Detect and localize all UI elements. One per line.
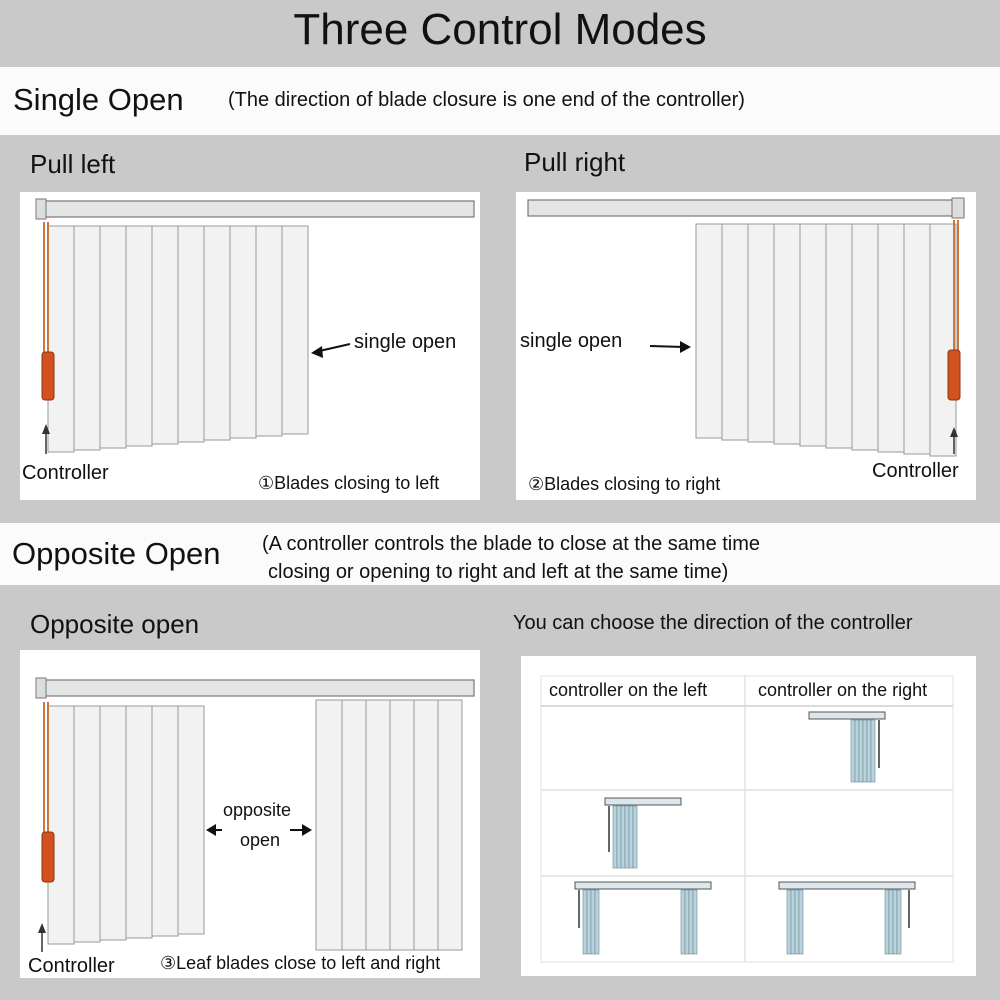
- single-open-note: (The direction of blade closure is one end of the controller): [228, 89, 745, 111]
- controller-direction-chooser: [521, 656, 976, 976]
- col-controller-left: controller on the left: [549, 680, 708, 700]
- pull-right-title: Pull right: [524, 147, 626, 177]
- chooser-title: You can choose the direction of the controller: [513, 612, 913, 634]
- pull-left-title: Pull left: [30, 149, 116, 179]
- col-controller-right: controller on the right: [758, 680, 928, 700]
- controller-label-left: Controller: [22, 462, 109, 484]
- page-title: Three Control Modes: [293, 5, 707, 54]
- opposite-label-line2: open: [240, 830, 281, 850]
- single-open-label-left: single open: [354, 331, 457, 353]
- opposite-open-heading: Opposite Open: [12, 536, 221, 571]
- opposite-label-line1: opposite: [223, 800, 292, 820]
- opposite-open-note-line2: closing or opening to right and left at the same time): [268, 561, 729, 583]
- controller-label-opposite: Controller: [28, 955, 115, 977]
- controller-label-right: Controller: [872, 460, 959, 482]
- opposite-open-title: Opposite open: [30, 609, 200, 639]
- single-open-label-right: single open: [520, 330, 623, 352]
- caption-opposite: ③Leaf blades close to left and right: [160, 953, 441, 973]
- caption-closing-left: ①Blades closing to left: [258, 473, 440, 493]
- single-open-heading: Single Open: [13, 82, 184, 117]
- opposite-open-note-line1: (A controller controls the blade to close at the same time: [262, 533, 761, 555]
- caption-closing-right: ②Blades closing to right: [528, 474, 721, 494]
- chooser-grid-drawing: [521, 656, 976, 976]
